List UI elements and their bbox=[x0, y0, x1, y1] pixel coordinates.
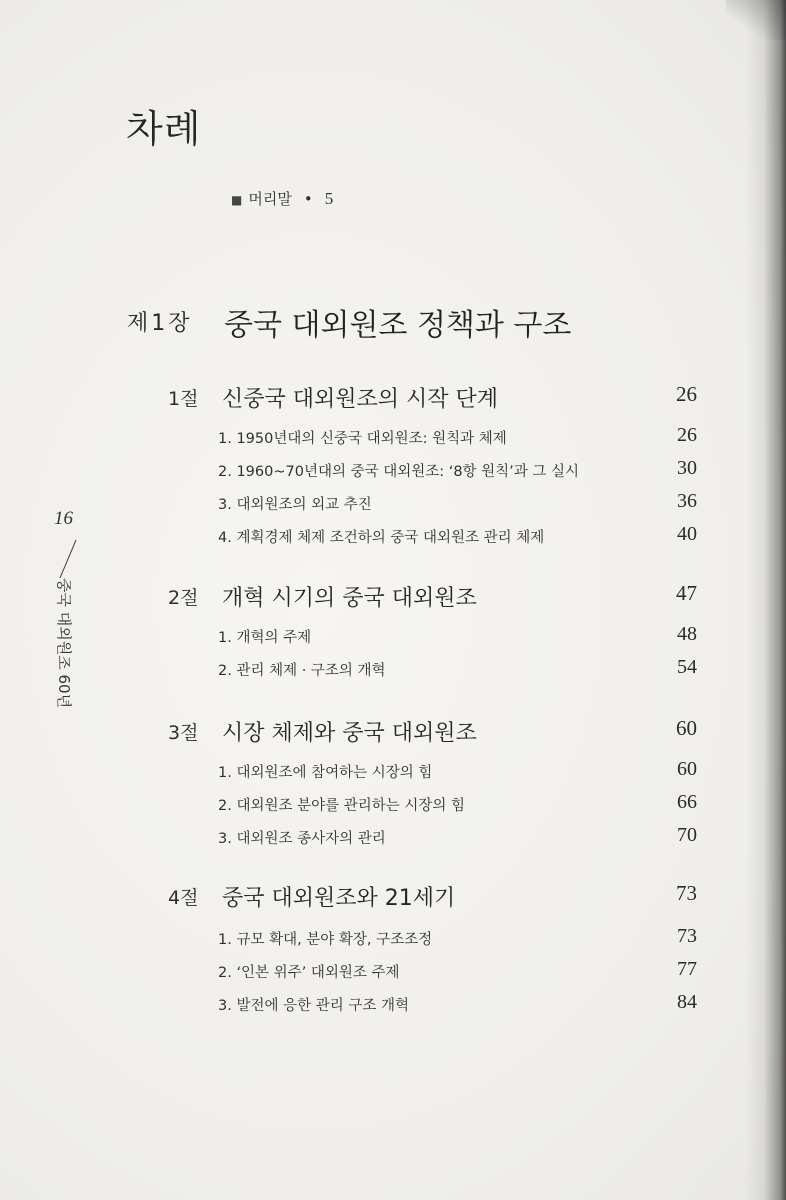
toc-item bbox=[0, 656, 786, 684]
toc-item-page-number: 26 bbox=[677, 424, 697, 446]
toc-item bbox=[0, 958, 786, 986]
toc-item-page-number: 36 bbox=[677, 490, 697, 512]
page-corner-shadow bbox=[726, 0, 786, 40]
toc-item-page-number: 66 bbox=[677, 791, 697, 813]
section-heading bbox=[0, 581, 786, 609]
toc-item bbox=[0, 457, 786, 485]
section-page-number: 26 bbox=[676, 382, 697, 406]
toc-item bbox=[0, 991, 786, 1019]
chapter-label: 제1장 bbox=[127, 311, 193, 336]
toc-item-text: 1. 1950년대의 신중국 대외원조: 원칙과 체제 bbox=[218, 431, 507, 447]
toc-item bbox=[0, 523, 786, 551]
toc-item bbox=[0, 424, 786, 452]
toc-item-page-number: 70 bbox=[677, 824, 697, 846]
folio-page-number: 16 bbox=[54, 508, 73, 529]
toc-item bbox=[0, 824, 786, 852]
section-label: 4절 bbox=[168, 887, 199, 909]
toc-item-page-number: 40 bbox=[677, 523, 697, 545]
section-heading bbox=[0, 881, 786, 909]
toc-item-text: 2. 대외원조 분야를 관리하는 시장의 힘 bbox=[218, 798, 465, 814]
toc-item-text: 2. 1960~70년대의 중국 대외원조: ‘8항 원칙’과 그 실시 bbox=[218, 464, 580, 480]
toc-item bbox=[0, 791, 786, 819]
toc-item-page-number: 84 bbox=[677, 991, 697, 1013]
preface-entry bbox=[231, 188, 333, 209]
chapter-heading bbox=[0, 300, 786, 343]
section-title: 시장 체제와 중국 대외원조 bbox=[222, 721, 477, 746]
toc-title: 차례 bbox=[126, 107, 202, 151]
toc-item-text: 3. 대외원조 종사자의 관리 bbox=[218, 831, 386, 847]
section-label: 1절 bbox=[168, 388, 199, 410]
toc-item-text: 1. 규모 확대, 분야 확장, 구조조정 bbox=[218, 932, 433, 948]
running-title: 중국 대외원조 60년 bbox=[55, 578, 73, 709]
toc-item-page-number: 73 bbox=[677, 925, 697, 947]
toc-item-text: 3. 대외원조의 외교 추진 bbox=[218, 497, 372, 513]
toc-item-text: 3. 발전에 응한 관리 구조 개혁 bbox=[218, 998, 409, 1014]
preface-label: 머리말 bbox=[248, 190, 292, 208]
toc-item-text: 1. 대외원조에 참여하는 시장의 힘 bbox=[218, 765, 433, 781]
folio-divider-line bbox=[52, 538, 82, 582]
section-label: 2절 bbox=[168, 587, 199, 609]
section-label: 3절 bbox=[168, 722, 199, 744]
section-title: 중국 대외원조와 21세기 bbox=[222, 886, 456, 911]
square-bullet-icon: ■ bbox=[231, 193, 243, 207]
chapter-title: 중국 대외원조 정책과 구조 bbox=[224, 308, 572, 343]
section-title: 신중국 대외원조의 시작 단계 bbox=[222, 387, 499, 412]
toc-item-page-number: 30 bbox=[677, 457, 697, 479]
bullet-dot: • bbox=[303, 190, 313, 208]
toc-item bbox=[0, 623, 786, 651]
toc-item-page-number: 54 bbox=[677, 656, 697, 678]
toc-item-text: 2. ‘인본 위주’ 대외원조 주제 bbox=[218, 965, 400, 981]
section-page-number: 60 bbox=[676, 716, 697, 740]
section-heading bbox=[0, 382, 786, 410]
toc-item bbox=[0, 925, 786, 953]
toc-item bbox=[0, 758, 786, 786]
toc-item-text: 2. 관리 체제 · 구조의 개혁 bbox=[218, 663, 386, 679]
section-page-number: 73 bbox=[676, 881, 697, 905]
toc-item-text: 1. 개혁의 주제 bbox=[218, 630, 312, 646]
section-page-number: 47 bbox=[676, 581, 697, 605]
toc-item-page-number: 77 bbox=[677, 958, 697, 980]
toc-item-text: 4. 계획경제 체제 조건하의 중국 대외원조 관리 체제 bbox=[218, 530, 545, 546]
section-title: 개혁 시기의 중국 대외원조 bbox=[222, 586, 477, 611]
toc-item-page-number: 48 bbox=[677, 623, 697, 645]
section-heading bbox=[0, 716, 786, 744]
toc-item-page-number: 60 bbox=[677, 758, 697, 780]
toc-item bbox=[0, 490, 786, 518]
preface-page-number: 5 bbox=[324, 189, 334, 208]
